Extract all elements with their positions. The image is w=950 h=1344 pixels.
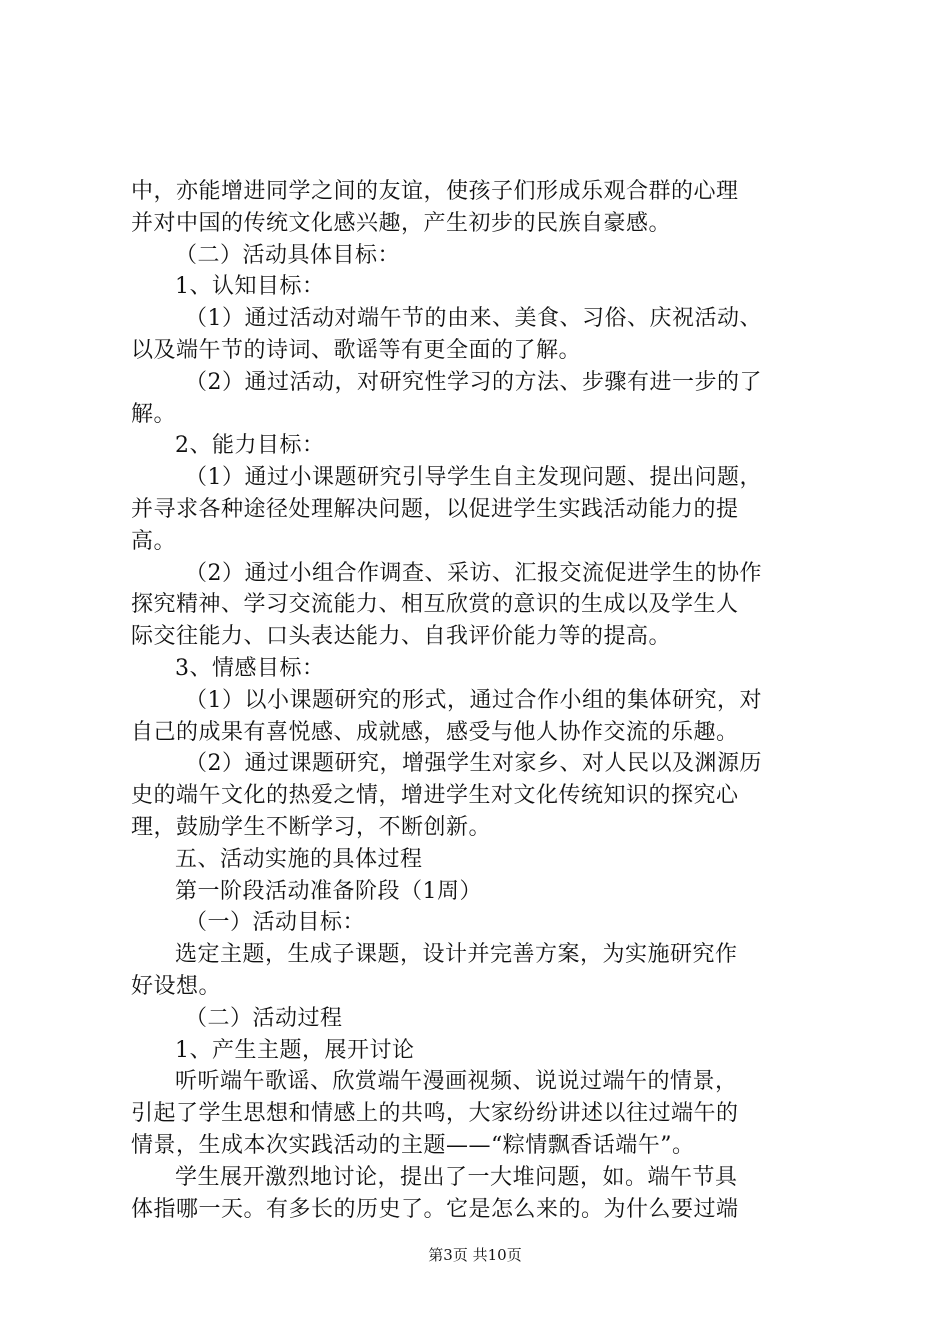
text-line: （2）通过小组合作调查、采访、汇报交流促进学生的协作 bbox=[185, 560, 762, 586]
text-line: （二）活动具体目标： bbox=[175, 242, 401, 268]
text-line: （1）通过小课题研究引导学生自主发现问题、提出问题， bbox=[185, 465, 762, 491]
text-line: 自己的成果有喜悦感、成就感，感受与他人协作交流的乐趣。 bbox=[131, 719, 739, 745]
text-line: 并对中国的传统文化感兴趣，产生初步的民族自豪感。 bbox=[131, 210, 672, 236]
text-line: 中，亦能增进同学之间的友谊，使孩子们形成乐观合群的心理 bbox=[131, 179, 739, 204]
text-line: 选定主题，生成子课题，设计并完善方案，为实施研究作 bbox=[175, 942, 738, 968]
text-line: 五、活动实施的具体过程 bbox=[175, 846, 423, 872]
text-line: 际交往能力、口头表达能力、自我评价能力等的提高。 bbox=[131, 624, 672, 650]
text-line: 探究精神、学习交流能力、相互欣赏的意识的生成以及学生人 bbox=[131, 592, 739, 618]
text-line: 高。 bbox=[131, 528, 177, 554]
text-line: （2）通过活动，对研究性学习的方法、步骤有进一步的了 bbox=[185, 369, 762, 395]
text-line: 听听端午歌谣、欣赏端午漫画视频、说说过端午的情景， bbox=[175, 1069, 738, 1095]
text-line: 理，鼓励学生不断学习，不断创新。 bbox=[131, 814, 492, 840]
text-line: （2）通过课题研究，增强学生对家乡、对人民以及渊源历 bbox=[185, 751, 762, 777]
text-line: 以及端午节的诗词、歌谣等有更全面的了解。 bbox=[131, 337, 582, 363]
body-text bbox=[131, 176, 831, 1225]
text-line: 引起了学生思想和情感上的共鸣，大家纷纷讲述以往过端午的 bbox=[131, 1101, 739, 1127]
text-line: 1、认知目标： bbox=[175, 274, 325, 300]
text-line: 学生展开激烈地讨论，提出了一大堆问题，如。端午节具 bbox=[175, 1164, 738, 1190]
text-line: 1、产生主题，展开讨论 bbox=[175, 1037, 415, 1063]
text-line: 解。 bbox=[131, 401, 177, 427]
text-line: 3、情感目标： bbox=[175, 655, 325, 681]
text-line: 2、能力目标： bbox=[175, 433, 325, 459]
text-line: 好设想。 bbox=[131, 973, 222, 999]
text-line: （二）活动过程 bbox=[185, 1005, 343, 1031]
text-line: （一）活动目标： bbox=[185, 910, 366, 936]
text-line: （1）通过活动对端午节的由来、美食、习俗、庆祝活动、 bbox=[185, 306, 762, 332]
text-line: 体指哪一天。有多长的历史了。它是怎么来的。为什么要过端 bbox=[131, 1196, 739, 1222]
text-line: 史的端午文化的热爱之情，增进学生对文化传统知识的探究心 bbox=[131, 783, 739, 809]
text-line: 第一阶段活动准备阶段（1周） bbox=[175, 878, 482, 904]
text-line: 并寻求各种途径处理解决问题，以促进学生实践活动能力的提 bbox=[131, 496, 739, 522]
text-line: 情景，生成本次实践活动的主题——“粽情飘香话端午”。 bbox=[131, 1132, 695, 1158]
text-line: （1）以小课题研究的形式，通过合作小组的集体研究，对 bbox=[185, 687, 762, 713]
page-footer: 第3页 共10页 bbox=[428, 1246, 522, 1264]
